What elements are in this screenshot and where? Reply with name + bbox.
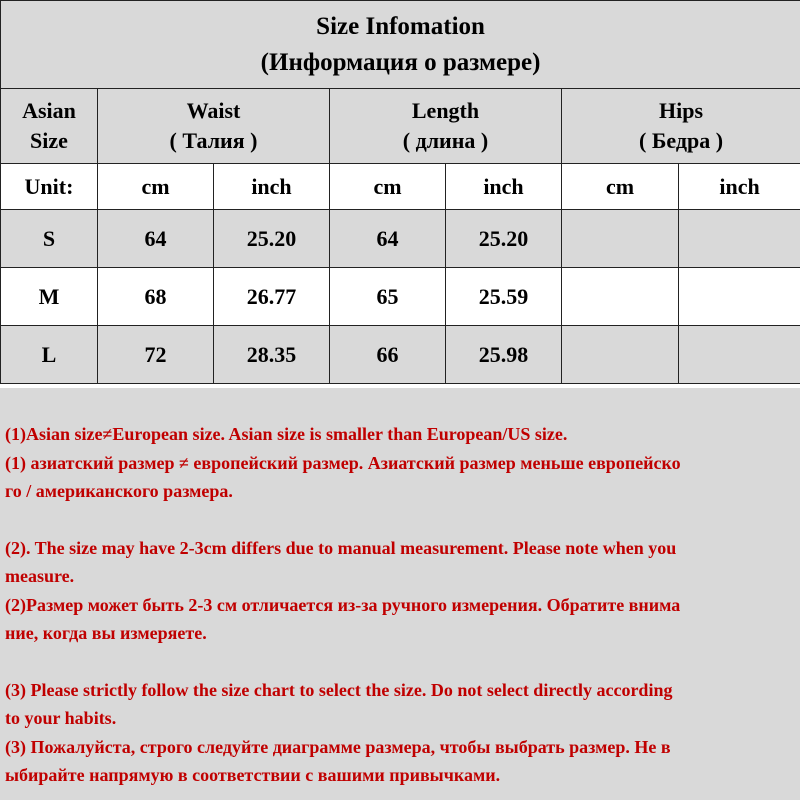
unit-waist-inch: inch — [214, 164, 330, 210]
size-table — [0, 0, 800, 384]
size-notes — [0, 388, 800, 800]
waist-cm-cell: 72 — [98, 326, 214, 384]
hips-inch-cell — [679, 268, 800, 326]
note-2-russian-line2: ние, когда вы измеряете. — [5, 623, 207, 643]
note-3-english-line2: to your habits. — [5, 708, 117, 728]
note-3-russian-line1: (3) Пожалуйста, строго следуйте диаграмме размера, чтобы выбрать размер. Не в — [5, 736, 671, 757]
table-title — [1, 1, 800, 89]
header-hips: Hips ( Бедра ) — [562, 89, 800, 164]
waist-inch-cell: 26.77 — [214, 268, 330, 326]
table-row — [1, 210, 800, 268]
unit-length-inch: inch — [446, 164, 562, 210]
hips-inch-cell — [679, 326, 800, 384]
table-row — [1, 268, 800, 326]
length-cm-cell: 64 — [330, 210, 446, 268]
note-3-russian-line2: ыбирайте напрямую в соответствии с вашими привычками. — [5, 765, 501, 785]
note-1-russian-line1: (1) азиатский размер ≠ европейский размер. Азиатский размер меньше европейско — [5, 452, 681, 473]
unit-label: Unit: — [1, 164, 98, 210]
length-inch-cell: 25.98 — [446, 326, 562, 384]
waist-inch-cell: 28.35 — [214, 326, 330, 384]
length-cm-cell: 66 — [330, 326, 446, 384]
waist-cm-cell: 68 — [98, 268, 214, 326]
hips-cm-cell — [562, 268, 679, 326]
hips-inch-cell — [679, 210, 800, 268]
note-1-russian-line2: го / американского размера. — [5, 481, 233, 501]
length-inch-cell: 25.59 — [446, 268, 562, 326]
hips-cm-cell — [562, 326, 679, 384]
note-3-english-line1: (3) Please strictly follow the size chart to select the size. Do not select directly according — [5, 679, 673, 700]
waist-cm-cell: 64 — [98, 210, 214, 268]
unit-length-cm: cm — [330, 164, 446, 210]
length-cm-cell: 65 — [330, 268, 446, 326]
hips-cm-cell — [562, 210, 679, 268]
note-2-english-line2: measure. — [5, 566, 75, 586]
unit-hips-inch: inch — [679, 164, 800, 210]
note-2-english-line1: (2). The size may have 2-3cm differs due to manual measurement. Please note when you — [5, 537, 677, 558]
unit-row — [1, 164, 800, 210]
table-row — [1, 326, 800, 384]
header-length: Length ( длина ) — [330, 89, 562, 164]
size-cell: S — [1, 210, 98, 268]
unit-waist-cm: cm — [98, 164, 214, 210]
header-waist: Waist ( Талия ) — [98, 89, 330, 164]
size-cell: L — [1, 326, 98, 384]
length-inch-cell: 25.20 — [446, 210, 562, 268]
note-1-english: (1)Asian size≠European size. Asian size is smaller than European/US size. — [5, 424, 568, 444]
header-asian-size: Asian Size — [1, 89, 98, 164]
title-english: Size Infomation — [316, 12, 485, 40]
unit-hips-cm: cm — [562, 164, 679, 210]
waist-inch-cell: 25.20 — [214, 210, 330, 268]
title-russian: (Информация о размере) — [260, 48, 541, 76]
note-2-russian-line1: (2)Размер может быть 2-3 см отличается из-за ручного измерения. Обратите внима — [5, 594, 681, 615]
size-cell: M — [1, 268, 98, 326]
